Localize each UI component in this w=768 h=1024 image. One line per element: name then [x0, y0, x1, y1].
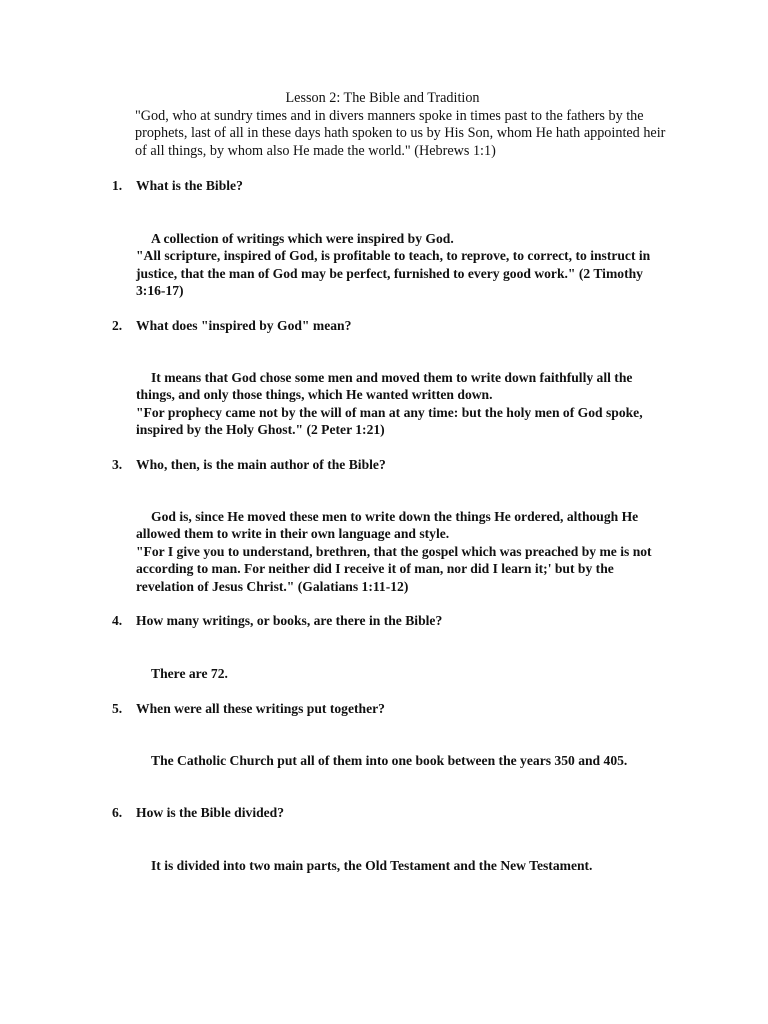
answer-6: [136, 857, 656, 874]
lesson-title: Lesson 2: The Bible and Tradition: [285, 90, 480, 106]
question-3: [112, 456, 386, 473]
question-number: 6.: [112, 805, 123, 820]
question-text: When were all these writings put together?: [136, 701, 385, 716]
answer-3: [136, 508, 656, 595]
answer-2: [136, 369, 656, 439]
answer-4: [136, 665, 656, 682]
question-text: Who, then, is the main author of the Bible?: [136, 457, 386, 472]
answer-text: It means that God chose some men and moved them to write down faithfully all the things, and only those things, which He wanted written down.: [136, 370, 633, 403]
answer-text: God is, since He moved these men to write down the things He ordered, although He allowed them to write in their own language and style.: [136, 509, 639, 542]
question-text: What is the Bible?: [136, 178, 243, 193]
question-6: [112, 804, 284, 821]
answer-quote: "All scripture, inspired of God, is profitable to teach, to reprove, to correct, to instruct in justice, that the man of God may be perfect, furnished to every good work." (2 Timothy 3:16-17): [136, 248, 651, 299]
lesson-header: [135, 90, 680, 160]
question-number: 1.: [112, 178, 123, 193]
question-2: [112, 317, 351, 334]
answer-text: A collection of writings which were inspired by God.: [151, 231, 454, 246]
answer-1: [136, 230, 656, 300]
answer-text: The Catholic Church put all of them into one book between the years 350 and 405.: [151, 753, 628, 768]
question-5: [112, 700, 385, 717]
answer-text: It is divided into two main parts, the Old Testament and the New Testament.: [151, 858, 593, 873]
lesson-epigraph: "God, who at sundry times and in divers manners spoke in times past to the fathers by the prophets, last of all in these days hath spoken to us by His Son, whom He hath appointed heir of all things, by whom also He made the world." (Hebrews 1:1): [135, 107, 666, 159]
question-text: What does "inspired by God" mean?: [136, 318, 352, 333]
question-number: 4.: [112, 613, 123, 628]
question-text: How is the Bible divided?: [136, 805, 285, 820]
answer-quote: "For I give you to understand, brethren, that the gospel which was preached by me is not according to man. For neither did I receive it of man, nor did I learn it;' but by the revelation of Jesus Christ." (Galatians 1:11-12): [136, 543, 652, 594]
question-number: 3.: [112, 457, 123, 472]
answer-5: [136, 752, 656, 769]
answer-quote: "For prophecy came not by the will of man at any time: but the holy men of God spoke, inspired by the Holy Ghost." (2 Peter 1:21): [136, 404, 643, 438]
question-number: 2.: [112, 318, 123, 333]
answer-text: There are 72.: [151, 666, 228, 681]
question-1: [112, 177, 243, 194]
question-text: How many writings, or books, are there in the Bible?: [136, 613, 443, 628]
question-number: 5.: [112, 701, 123, 716]
question-4: [112, 612, 442, 629]
